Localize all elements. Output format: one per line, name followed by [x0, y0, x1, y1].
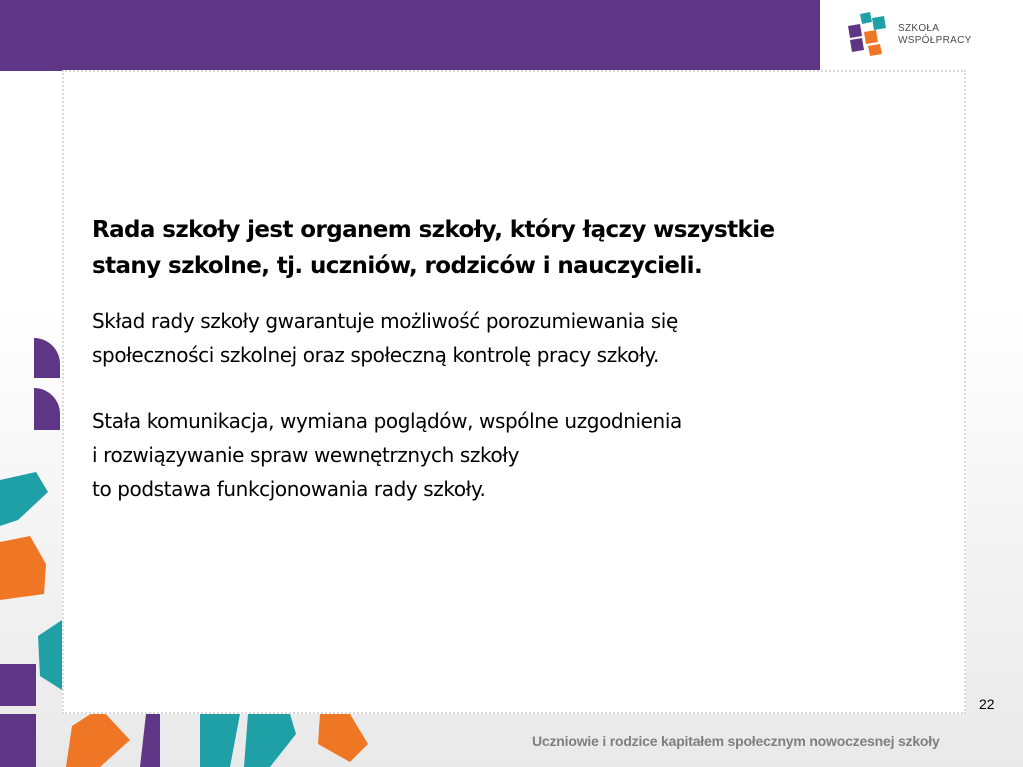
lead-line: Rada szkoły jest organem szkoły, który łączy wszystkie: [92, 217, 775, 243]
lead-statement: [92, 212, 912, 284]
paragraph-communication: [92, 404, 912, 506]
paragraph-line: Skład rady szkoły gwarantuje możliwość porozumiewania się: [92, 309, 678, 333]
logo-mark-icon: [846, 12, 892, 58]
page-number: 22: [979, 696, 995, 712]
paragraph-line: to podstawa funkcjonowania rady szkoły.: [92, 477, 486, 501]
paragraph-line: Stała komunikacja, wymiana poglądów, wspólne uzgodnienia: [92, 409, 682, 433]
decorative-shapes-bottom: [200, 714, 420, 767]
lead-line: stany szkolne, tj. uczniów, rodziców i nauczycieli.: [92, 253, 703, 279]
szkola-wspolpracy-logo: [846, 12, 1006, 58]
logo-text-line1: SZKOŁA: [898, 23, 940, 34]
header-bar: [0, 0, 820, 71]
footer-tagline: Uczniowie i rodzice kapitałem społecznym nowoczesnej szkoły: [532, 733, 940, 749]
paragraph-composition: [92, 304, 912, 372]
slide-text: [92, 212, 912, 538]
paragraph-line: społeczności szkolnej oraz społeczną kontrolę pracy szkoły.: [92, 343, 659, 367]
logo-text-line2: WSPÓŁPRACY: [898, 35, 972, 46]
paragraph-line: i rozwiązywanie spraw wewnętrznych szkoły: [92, 443, 519, 467]
